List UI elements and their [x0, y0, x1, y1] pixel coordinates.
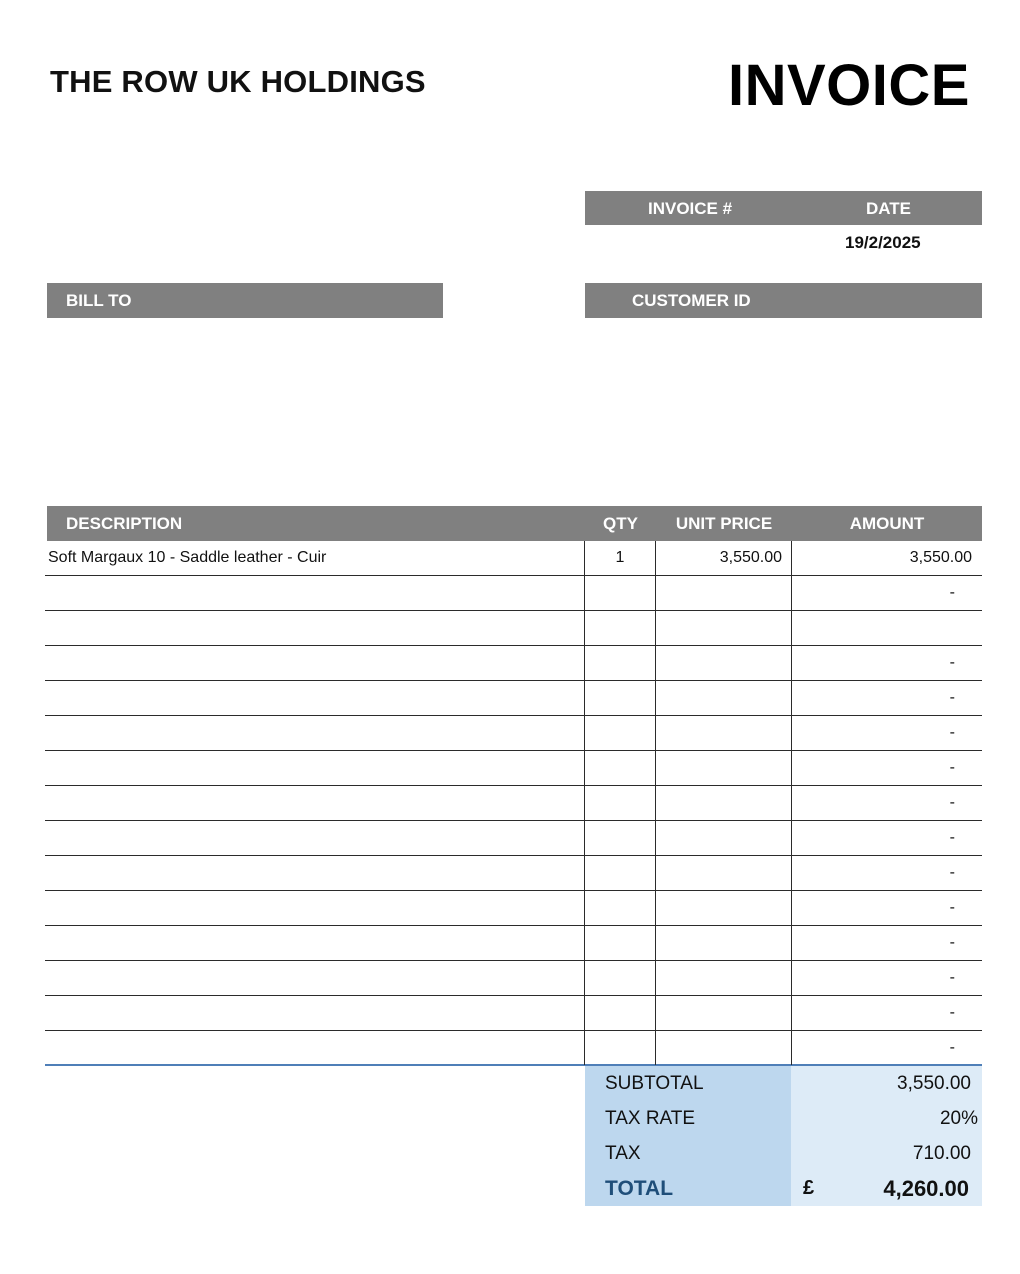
- table-row: [45, 681, 982, 716]
- bill-to-label: BILL TO: [66, 291, 132, 310]
- item-description: [48, 1031, 584, 1065]
- item-description: [48, 611, 584, 645]
- item-qty: [584, 821, 655, 855]
- item-unit-price: [655, 646, 791, 680]
- item-unit-price: [655, 716, 791, 750]
- item-unit-price: 3,550.00: [655, 541, 791, 575]
- table-row: [45, 926, 982, 961]
- table-row: [45, 1031, 982, 1066]
- item-unit-price: [655, 1031, 791, 1065]
- date-label: DATE: [866, 199, 912, 218]
- item-amount: [791, 611, 982, 645]
- item-qty: [584, 716, 655, 750]
- description-column-header: DESCRIPTION: [66, 514, 183, 533]
- item-description: [48, 856, 584, 890]
- item-qty: [584, 646, 655, 680]
- item-amount: -: [791, 926, 982, 960]
- item-unit-price: [655, 786, 791, 820]
- item-unit-price: [655, 856, 791, 890]
- item-amount: -: [791, 821, 982, 855]
- item-qty: [584, 891, 655, 925]
- item-description: [48, 961, 584, 995]
- item-description: [48, 751, 584, 785]
- subtotal-value: 3,550.00: [897, 1073, 971, 1094]
- bill-to-header: [47, 283, 443, 318]
- table-row: [45, 891, 982, 926]
- tax-label: TAX: [605, 1143, 641, 1164]
- item-description: [48, 786, 584, 820]
- tax-row: [585, 1136, 982, 1171]
- item-description: [48, 996, 584, 1030]
- item-qty: [584, 856, 655, 890]
- item-amount: -: [791, 786, 982, 820]
- total-label: TOTAL: [605, 1177, 674, 1200]
- item-qty: 1: [584, 541, 655, 575]
- customer-id-label: CUSTOMER ID: [632, 291, 751, 310]
- table-row: [45, 611, 982, 646]
- invoice-date: 19/2/2025: [845, 233, 921, 252]
- line-items-header: [47, 506, 982, 541]
- item-qty: [584, 961, 655, 995]
- table-row: [45, 751, 982, 786]
- table-row: [45, 961, 982, 996]
- item-qty: [584, 996, 655, 1030]
- item-amount: -: [791, 681, 982, 715]
- item-amount: -: [791, 751, 982, 785]
- item-qty: [584, 1031, 655, 1065]
- item-unit-price: [655, 961, 791, 995]
- item-qty: [584, 926, 655, 960]
- table-row: [45, 646, 982, 681]
- item-amount: -: [791, 1031, 982, 1065]
- tax-rate-value: 20%: [939, 1108, 978, 1129]
- item-description: [48, 926, 584, 960]
- item-qty: [584, 611, 655, 645]
- company-name: THE ROW UK HOLDINGS: [50, 64, 426, 99]
- item-unit-price: [655, 891, 791, 925]
- item-unit-price: [655, 751, 791, 785]
- item-amount: 3,550.00: [791, 541, 982, 575]
- subtotal-row: [585, 1066, 982, 1101]
- item-qty: [584, 681, 655, 715]
- table-row: [45, 576, 982, 611]
- item-amount: -: [791, 961, 982, 995]
- table-row: [45, 856, 982, 891]
- table-row: [45, 821, 982, 856]
- item-description: [48, 646, 584, 680]
- customer-id-header: [585, 283, 982, 318]
- item-unit-price: [655, 996, 791, 1030]
- table-row: [45, 996, 982, 1031]
- currency-symbol: £: [803, 1177, 815, 1199]
- item-unit-price: [655, 576, 791, 610]
- item-amount: -: [791, 646, 982, 680]
- item-amount: -: [791, 891, 982, 925]
- item-amount: -: [791, 996, 982, 1030]
- item-unit-price: [655, 681, 791, 715]
- item-description: [48, 716, 584, 750]
- item-unit-price: [655, 611, 791, 645]
- item-description: [48, 821, 584, 855]
- invoice-number-label: INVOICE #: [648, 199, 733, 218]
- total-row: [585, 1171, 982, 1206]
- tax-rate-label: TAX RATE: [605, 1108, 696, 1129]
- item-description: [48, 681, 584, 715]
- item-unit-price: [655, 821, 791, 855]
- table-row: [45, 541, 982, 576]
- item-amount: -: [791, 576, 982, 610]
- tax-rate-row: [585, 1101, 982, 1136]
- subtotal-label: SUBTOTAL: [605, 1073, 704, 1094]
- qty-column-header: QTY: [603, 514, 638, 533]
- line-items-table: [45, 541, 982, 1066]
- totals-block: [585, 1066, 982, 1206]
- item-description: [48, 576, 584, 610]
- item-amount: -: [791, 716, 982, 750]
- item-qty: [584, 786, 655, 820]
- total-value: 4,260.00: [883, 1176, 969, 1201]
- item-description: Soft Margaux 10 - Saddle leather - Cuir: [48, 549, 327, 566]
- item-qty: [584, 751, 655, 785]
- item-amount: -: [791, 856, 982, 890]
- item-qty: [584, 576, 655, 610]
- item-unit-price: [655, 926, 791, 960]
- document-title: INVOICE: [728, 53, 970, 118]
- table-row: [45, 786, 982, 821]
- unit-price-column-header: UNIT PRICE: [675, 514, 773, 533]
- table-row: [45, 716, 982, 751]
- tax-value: 710.00: [912, 1143, 971, 1164]
- item-description: [48, 891, 584, 925]
- amount-column-header: AMOUNT: [849, 514, 925, 533]
- invoice-meta-header: [585, 191, 982, 225]
